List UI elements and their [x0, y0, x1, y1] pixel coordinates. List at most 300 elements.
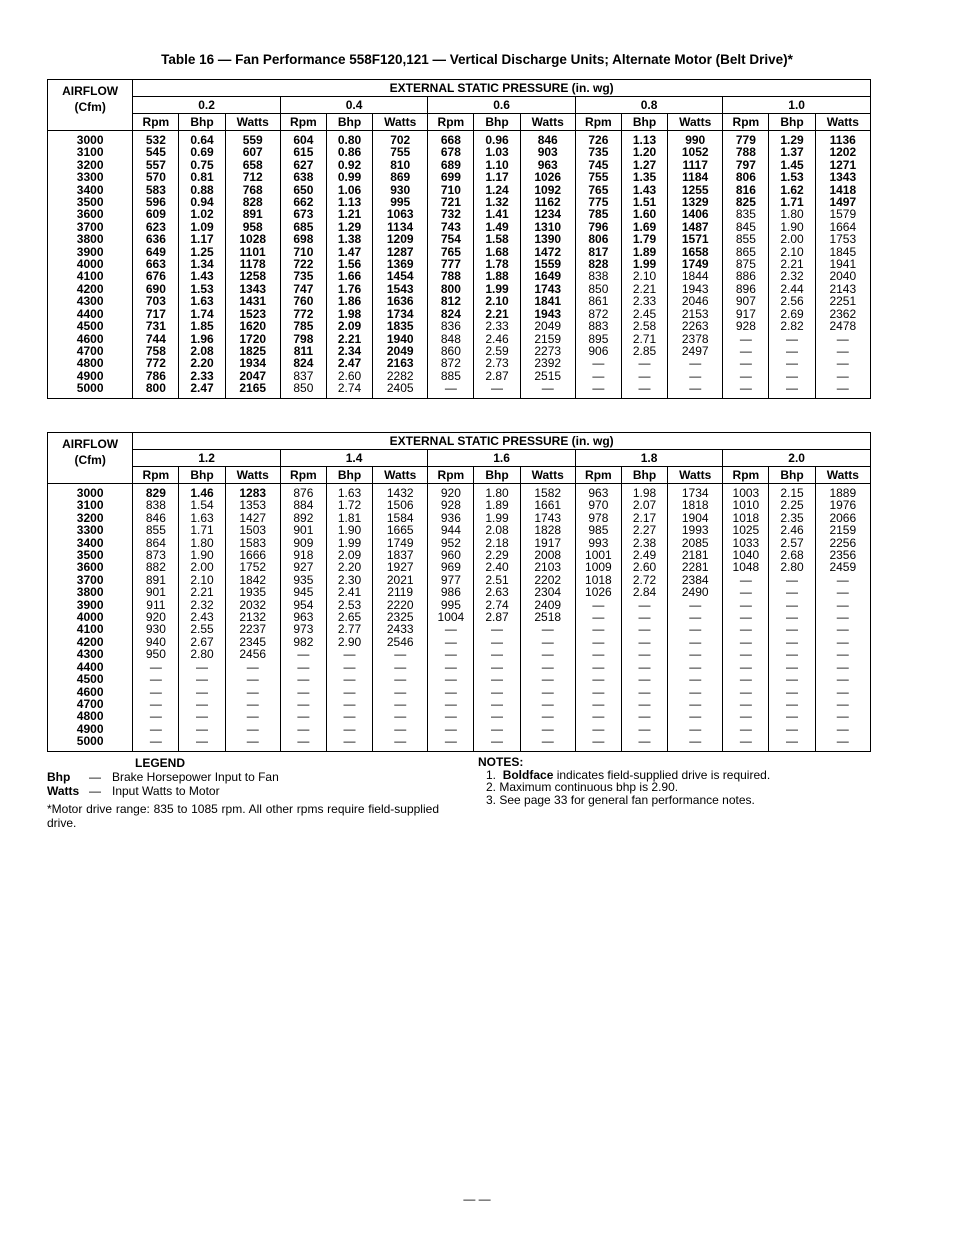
data-cell: 2433 — [373, 623, 428, 635]
data-cell: 786 — [133, 370, 179, 382]
data-cell: — — [280, 723, 326, 735]
data-cell: 2.74 — [474, 599, 520, 611]
data-cell: — — [621, 673, 667, 685]
airflow-cell: 4600 — [76, 684, 104, 699]
data-cell: 668 — [428, 131, 474, 147]
data-cell: — — [815, 686, 870, 698]
data-cell: 0.80 — [326, 131, 372, 147]
data-cell: 2273 — [520, 345, 575, 357]
data-cell: — — [769, 586, 815, 598]
data-cell: — — [723, 710, 769, 722]
airflow-cell: 3300 — [76, 523, 104, 538]
airflow-cell: 4800 — [76, 356, 104, 371]
data-cell: 1063 — [373, 208, 428, 220]
data-cell: — — [815, 345, 870, 357]
data-cell: 1825 — [225, 345, 280, 357]
data-cell: 2.10 — [769, 246, 815, 258]
data-cell: — — [769, 611, 815, 623]
data-cell: 1837 — [373, 549, 428, 561]
data-cell: 911 — [133, 599, 179, 611]
data-cell: 2345 — [225, 636, 280, 648]
data-cell: 2.85 — [621, 345, 667, 357]
table-title: Table 16 — Fan Performance 558F120,121 — Vertical Discharge Units; Alternate Motor (Belt Drive)* — [161, 52, 793, 67]
data-cell: 2119 — [373, 586, 428, 598]
airflow-cell: 4500 — [76, 319, 104, 334]
data-cell: — — [575, 673, 621, 685]
data-cell: — — [474, 686, 520, 698]
rpm-column-header: Rpm — [575, 114, 621, 131]
data-cell: 627 — [280, 159, 326, 171]
data-cell: — — [668, 648, 723, 660]
data-cell: 940 — [133, 636, 179, 648]
data-cell: — — [769, 723, 815, 735]
data-cell: — — [326, 735, 372, 751]
table-row — [48, 673, 871, 685]
airflow-cell: 4300 — [76, 647, 104, 662]
data-cell: 1.41 — [474, 208, 520, 220]
data-cell: — — [280, 673, 326, 685]
data-cell: 722 — [280, 258, 326, 270]
data-cell: 1.90 — [179, 549, 225, 561]
data-cell: 1418 — [815, 184, 870, 196]
legend — [47, 756, 447, 830]
rpm-column-header: Rpm — [428, 467, 474, 484]
data-cell: 1.74 — [179, 308, 225, 320]
data-cell: 2.46 — [474, 333, 520, 345]
data-cell: 1048 — [723, 561, 769, 573]
data-cell: 2159 — [815, 524, 870, 536]
data-cell: 865 — [723, 246, 769, 258]
bhp-column-header: Bhp — [179, 114, 225, 131]
data-cell: 1.13 — [621, 131, 667, 147]
data-cell: — — [769, 698, 815, 710]
table-row — [48, 233, 871, 245]
airflow-cell: 4700 — [76, 696, 104, 711]
data-cell: 1.99 — [326, 537, 372, 549]
data-cell: — — [133, 723, 179, 735]
data-cell: 1184 — [668, 171, 723, 183]
data-cell: 1.35 — [621, 171, 667, 183]
data-cell: — — [575, 648, 621, 660]
data-cell: 1665 — [373, 524, 428, 536]
data-cell: 1.10 — [474, 159, 520, 171]
data-cell: 1.80 — [769, 208, 815, 220]
data-cell: 1431 — [225, 295, 280, 307]
data-cell: 978 — [575, 512, 621, 524]
airflow-header — [48, 80, 133, 131]
airflow-cell: 3900 — [76, 244, 104, 259]
data-cell: 993 — [575, 537, 621, 549]
data-cell: — — [621, 636, 667, 648]
data-cell: 2.51 — [474, 574, 520, 586]
data-cell: — — [225, 723, 280, 735]
data-cell: 2.90 — [326, 636, 372, 648]
data-cell: 864 — [133, 537, 179, 549]
data-cell: 876 — [280, 484, 326, 500]
data-cell: 777 — [428, 258, 474, 270]
legend-dash: — — [89, 784, 101, 798]
data-cell: 1993 — [668, 524, 723, 536]
airflow-cell: 3800 — [76, 232, 104, 247]
airflow-cell: 3200 — [76, 157, 104, 172]
data-cell: — — [428, 648, 474, 660]
legend-item-bhp — [47, 770, 447, 784]
data-cell: 969 — [428, 561, 474, 573]
data-cell: — — [769, 574, 815, 586]
rpm-column-header: Rpm — [723, 114, 769, 131]
watts-column-header: Watts — [668, 114, 723, 131]
data-cell: 623 — [133, 221, 179, 233]
data-cell: 1162 — [520, 196, 575, 208]
table-row — [48, 484, 871, 500]
data-cell: 785 — [575, 208, 621, 220]
data-cell: 891 — [225, 208, 280, 220]
data-cell: 649 — [133, 246, 179, 258]
data-cell: 2.60 — [326, 370, 372, 382]
data-cell: 663 — [133, 258, 179, 270]
data-cell: 1.99 — [474, 512, 520, 524]
data-cell: 812 — [428, 295, 474, 307]
data-cell: 743 — [428, 221, 474, 233]
data-cell: — — [474, 723, 520, 735]
data-cell: — — [668, 698, 723, 710]
data-cell: 1.78 — [474, 258, 520, 270]
data-cell: 1664 — [815, 221, 870, 233]
airflow-cell: 5000 — [76, 734, 104, 749]
data-cell: 2181 — [668, 549, 723, 561]
data-cell: — — [723, 623, 769, 635]
data-cell: 920 — [133, 611, 179, 623]
data-cell: 2.08 — [474, 524, 520, 536]
data-cell: — — [326, 698, 372, 710]
data-cell: — — [723, 673, 769, 685]
data-cell: 1584 — [373, 512, 428, 524]
data-cell: 1028 — [225, 233, 280, 245]
data-cell: — — [668, 686, 723, 698]
data-cell: — — [815, 586, 870, 598]
data-cell: — — [474, 661, 520, 673]
data-cell: 2384 — [668, 574, 723, 586]
data-cell: 986 — [428, 586, 474, 598]
data-cell: — — [428, 661, 474, 673]
watts-column-header: Watts — [225, 467, 280, 484]
data-cell: 1472 — [520, 246, 575, 258]
data-cell: 615 — [280, 146, 326, 158]
data-cell: 928 — [723, 320, 769, 332]
data-cell: 1026 — [575, 586, 621, 598]
data-cell: 2.10 — [474, 295, 520, 307]
data-cell: 1.56 — [326, 258, 372, 270]
data-cell: 2.38 — [621, 537, 667, 549]
data-cell: 788 — [723, 146, 769, 158]
data-cell: 1497 — [815, 196, 870, 208]
data-cell: 1310 — [520, 221, 575, 233]
fan-performance-table-1 — [47, 79, 871, 399]
watts-column-header: Watts — [520, 467, 575, 484]
data-cell: 2.09 — [326, 320, 372, 332]
data-cell: 747 — [280, 283, 326, 295]
data-cell: — — [474, 710, 520, 722]
data-cell: 846 — [133, 512, 179, 524]
data-cell: — — [815, 710, 870, 722]
data-cell: — — [225, 686, 280, 698]
data-cell: — — [474, 735, 520, 751]
data-cell: 838 — [575, 270, 621, 282]
data-cell: — — [179, 723, 225, 735]
data-cell: 1454 — [373, 270, 428, 282]
data-cell: 1.98 — [326, 308, 372, 320]
data-cell: 1943 — [520, 308, 575, 320]
data-cell: 1.69 — [621, 221, 667, 233]
data-cell: 1661 — [520, 499, 575, 511]
data-cell: 2.84 — [621, 586, 667, 598]
data-cell: 2.33 — [179, 370, 225, 382]
data-cell: 816 — [723, 184, 769, 196]
airflow-cell: 4400 — [76, 306, 104, 321]
data-cell: 2.21 — [179, 586, 225, 598]
data-cell: 775 — [575, 196, 621, 208]
data-cell: — — [428, 382, 474, 398]
data-cell: — — [769, 735, 815, 751]
airflow-cell: 3500 — [76, 548, 104, 563]
data-cell: 2220 — [373, 599, 428, 611]
data-cell: 1343 — [815, 171, 870, 183]
watts-column-header: Watts — [815, 467, 870, 484]
data-cell: 1503 — [225, 524, 280, 536]
data-cell: 811 — [280, 345, 326, 357]
watts-column-header: Watts — [225, 114, 280, 131]
data-cell: 817 — [575, 246, 621, 258]
data-cell: 710 — [280, 246, 326, 258]
airflow-cell: 3400 — [76, 535, 104, 550]
airflow-cell: 4500 — [76, 672, 104, 687]
table-row — [48, 295, 871, 307]
airflow-cell: 4900 — [76, 721, 104, 736]
data-cell: 973 — [280, 623, 326, 635]
data-cell: 2497 — [668, 345, 723, 357]
data-cell: — — [723, 345, 769, 357]
data-cell: 755 — [373, 146, 428, 158]
legend-key: Bhp — [47, 770, 71, 784]
data-cell: 930 — [133, 623, 179, 635]
airflow-cell: 4400 — [76, 659, 104, 674]
data-cell: 1559 — [520, 258, 575, 270]
data-cell: 1.71 — [179, 524, 225, 536]
data-cell: 2409 — [520, 599, 575, 611]
data-cell: 2282 — [373, 370, 428, 382]
data-cell: 596 — [133, 196, 179, 208]
table-row — [48, 208, 871, 220]
data-cell: 1178 — [225, 258, 280, 270]
data-cell: 2.69 — [769, 308, 815, 320]
data-cell: — — [326, 723, 372, 735]
data-cell: 1202 — [815, 146, 870, 158]
data-cell: — — [621, 382, 667, 398]
data-cell: — — [621, 661, 667, 673]
data-cell: — — [815, 673, 870, 685]
data-cell: — — [668, 723, 723, 735]
data-cell: 1040 — [723, 549, 769, 561]
note-2: 2. Maximum continuous bhp is 2.90. — [486, 780, 679, 794]
data-cell: 806 — [723, 171, 769, 183]
data-cell: 891 — [133, 574, 179, 586]
data-cell: 1025 — [723, 524, 769, 536]
data-cell: 1.09 — [179, 221, 225, 233]
bhp-column-header: Bhp — [621, 114, 667, 131]
legend-dash: — — [89, 770, 101, 784]
note-3: 3. See page 33 for general fan performance notes. — [486, 792, 755, 807]
data-cell: 2.25 — [769, 499, 815, 511]
data-cell: — — [575, 723, 621, 735]
data-cell: — — [520, 648, 575, 660]
data-cell: — — [575, 611, 621, 623]
data-cell: 918 — [280, 549, 326, 561]
data-cell: 930 — [373, 184, 428, 196]
page-footer: — — — [463, 1192, 491, 1206]
watts-column-header: Watts — [668, 467, 723, 484]
rpm-column-header: Rpm — [575, 467, 621, 484]
data-cell: — — [474, 698, 520, 710]
airflow-cell: 4200 — [76, 634, 104, 649]
data-cell: — — [621, 686, 667, 698]
data-cell: 1.27 — [621, 159, 667, 171]
pressure-header: 0.6 — [428, 97, 576, 114]
data-cell: 1018 — [575, 574, 621, 586]
airflow-cell: 3600 — [76, 560, 104, 575]
data-cell: 0.99 — [326, 171, 372, 183]
data-cell: 2405 — [373, 382, 428, 398]
data-cell: 1.53 — [769, 171, 815, 183]
data-cell: — — [815, 698, 870, 710]
data-cell: 892 — [280, 512, 326, 524]
data-cell: — — [373, 698, 428, 710]
data-cell: — — [668, 735, 723, 751]
data-cell: 1.63 — [326, 484, 372, 500]
data-cell: — — [373, 710, 428, 722]
data-cell: 1003 — [723, 484, 769, 500]
data-cell: — — [769, 648, 815, 660]
data-cell: 604 — [280, 131, 326, 147]
data-cell: 837 — [280, 370, 326, 382]
data-cell: 901 — [280, 524, 326, 536]
data-cell: — — [723, 723, 769, 735]
data-cell: 717 — [133, 308, 179, 320]
data-cell: — — [179, 686, 225, 698]
data-cell: — — [179, 710, 225, 722]
data-cell: 570 — [133, 171, 179, 183]
data-cell: 1.32 — [474, 196, 520, 208]
data-cell: 702 — [373, 131, 428, 147]
data-cell: 825 — [723, 196, 769, 208]
data-cell: — — [815, 357, 870, 369]
data-cell: 676 — [133, 270, 179, 282]
data-cell: 1353 — [225, 499, 280, 511]
data-cell: 982 — [280, 636, 326, 648]
data-cell: 0.94 — [179, 196, 225, 208]
data-cell: 2.21 — [621, 283, 667, 295]
data-cell: 1.29 — [326, 221, 372, 233]
data-cell: 2.07 — [621, 499, 667, 511]
data-cell: 1658 — [668, 246, 723, 258]
pressure-header: 1.0 — [723, 97, 871, 114]
data-cell: — — [326, 673, 372, 685]
data-cell: — — [723, 661, 769, 673]
note-1-bold: Boldface — [502, 767, 554, 782]
data-cell: 0.88 — [179, 184, 225, 196]
airflow-cell: 3700 — [76, 572, 104, 587]
data-cell: 0.81 — [179, 171, 225, 183]
airflow-cell: 3500 — [76, 195, 104, 210]
pressure-header: 1.4 — [280, 450, 428, 467]
data-cell: 1117 — [668, 159, 723, 171]
data-cell: 1666 — [225, 549, 280, 561]
data-cell: — — [769, 599, 815, 611]
fan-performance-table-2 — [47, 432, 871, 752]
data-cell: 2478 — [815, 320, 870, 332]
data-cell: 1749 — [373, 537, 428, 549]
data-cell: 2.34 — [326, 345, 372, 357]
data-cell: 2066 — [815, 512, 870, 524]
data-cell: 935 — [280, 574, 326, 586]
data-cell: — — [179, 735, 225, 751]
data-cell: 710 — [428, 184, 474, 196]
bhp-column-header: Bhp — [769, 114, 815, 131]
data-cell: 855 — [133, 524, 179, 536]
data-cell: 768 — [225, 184, 280, 196]
data-cell: 1543 — [373, 283, 428, 295]
data-cell: 2.47 — [326, 357, 372, 369]
data-cell: 1.90 — [326, 524, 372, 536]
data-cell: 835 — [723, 208, 769, 220]
data-cell: 2202 — [520, 574, 575, 586]
data-cell: 1523 — [225, 308, 280, 320]
data-cell: 2.73 — [474, 357, 520, 369]
data-cell: 755 — [575, 171, 621, 183]
data-cell: 1.99 — [621, 258, 667, 270]
data-cell: — — [815, 574, 870, 586]
data-cell: 1.47 — [326, 246, 372, 258]
data-cell: 1432 — [373, 484, 428, 500]
airflow-cell: 3400 — [76, 182, 104, 197]
data-cell: 936 — [428, 512, 474, 524]
data-cell: 909 — [280, 537, 326, 549]
data-cell: 1406 — [668, 208, 723, 220]
data-cell: — — [373, 686, 428, 698]
data-cell: 2.29 — [474, 549, 520, 561]
data-cell: 990 — [668, 131, 723, 147]
pressure-header: 1.2 — [133, 450, 281, 467]
table-row — [48, 270, 871, 282]
data-cell: 800 — [133, 382, 179, 398]
table-row — [48, 735, 871, 751]
data-cell: 2163 — [373, 357, 428, 369]
data-cell: 944 — [428, 524, 474, 536]
data-cell: 1136 — [815, 131, 870, 147]
pressure-header: 1.6 — [428, 450, 576, 467]
data-cell: 1.29 — [769, 131, 815, 147]
data-cell: 1.13 — [326, 196, 372, 208]
data-cell: 884 — [280, 499, 326, 511]
data-cell: 772 — [133, 357, 179, 369]
data-cell: 850 — [280, 382, 326, 398]
data-cell: 1571 — [668, 233, 723, 245]
data-cell: — — [575, 599, 621, 611]
data-cell: — — [668, 661, 723, 673]
data-cell: 796 — [575, 221, 621, 233]
data-cell: 731 — [133, 320, 179, 332]
data-cell: — — [225, 698, 280, 710]
table-row — [48, 171, 871, 183]
